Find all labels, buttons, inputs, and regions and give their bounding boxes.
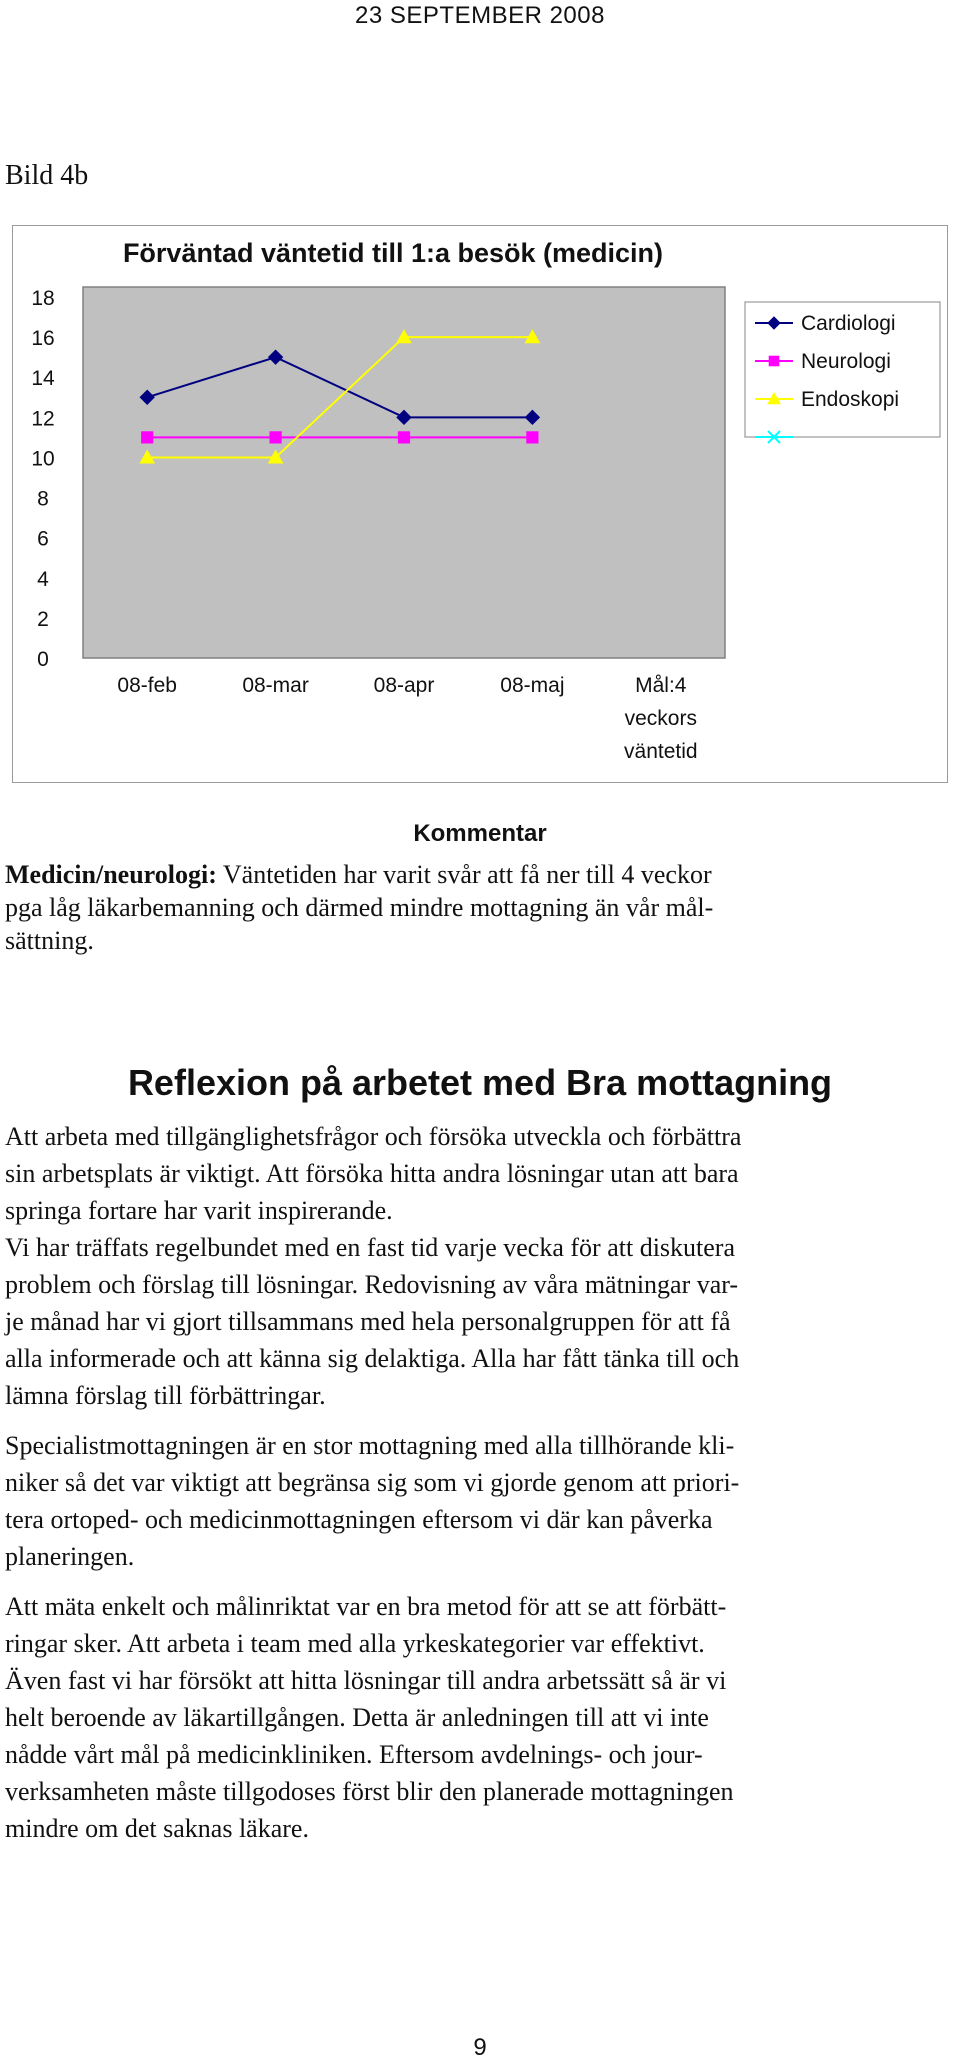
text-line: problem och förslag till lösningar. Redovisning av våra mätningar var-	[5, 1270, 739, 1299]
figure-label: Bild 4b	[5, 160, 89, 191]
y-tick-label: 18	[31, 287, 55, 310]
paragraph	[5, 1118, 955, 1414]
x-tick-label: Mål:4	[635, 674, 687, 697]
section-heading: Reflexion på arbetet med Bra mottagning	[127, 1062, 833, 1103]
page-header-date: 23 SEPTEMBER 2008	[355, 2, 605, 29]
legend-label: Neurologi	[801, 350, 891, 373]
comment-lead: Medicin/neurologi:	[5, 860, 217, 889]
text-line: niker så det var viktigt att begränsa sig som vi gjorde genom att priori-	[5, 1468, 740, 1497]
text-line: Att mäta enkelt och målinriktat var en bra metod för att se att förbätt-	[5, 1592, 727, 1621]
comment-line: sättning.	[5, 926, 94, 955]
legend-label: Endoskopi	[801, 388, 900, 411]
paragraph	[5, 1588, 955, 1847]
text-line: Specialistmottagningen är en stor mottagning med alla tillhörande kli-	[5, 1431, 735, 1460]
text-line: alla informerade och att känna sig delaktiga. Alla har fått tänka till och	[5, 1344, 740, 1373]
text-line: verksamheten måste tillgodoses först blir den planerade mottagningen	[5, 1777, 734, 1806]
text-line: nådde vårt mål på medicinkliniken. Eftersom avdelnings- och jour-	[5, 1740, 703, 1769]
section-body	[5, 1118, 955, 1860]
y-tick-label: 14	[31, 367, 55, 391]
text-line: ringar sker. Att arbeta i team med alla yrkeskategorier var effektivt.	[5, 1629, 705, 1658]
comment-body	[5, 858, 955, 957]
y-tick-label: 4	[37, 567, 49, 591]
x-tick-label: 08-maj	[500, 674, 565, 697]
text-line: tera ortoped- och medicinmottagningen eftersom vi där kan påverka	[5, 1505, 713, 1534]
y-tick-label: 0	[37, 648, 49, 671]
x-tick-label: 08-mar	[242, 674, 309, 697]
comment-line: pga låg läkarbemanning och därmed mindre mottagning än vår mål-	[5, 893, 714, 922]
text-line: planeringen.	[5, 1542, 135, 1571]
text-line: je månad har vi gjort tillsammans med hela personalgruppen för att få	[5, 1307, 731, 1336]
comment-heading: Kommentar	[413, 820, 547, 847]
text-line: helt beroende av läkartillgången. Detta är anledningen till att vi inte	[5, 1703, 709, 1732]
text-line: springa fortare har varit inspirerande.	[5, 1196, 393, 1225]
chart-title: Förväntad väntetid till 1:a besök (medicin)	[122, 238, 664, 268]
y-tick-label: 12	[31, 407, 55, 431]
chart-frame	[12, 225, 948, 783]
y-tick-label: 2	[37, 607, 49, 631]
text-line: lämna förslag till förbättringar.	[5, 1381, 326, 1410]
comment-text: Väntetiden har varit svår att få ner till 4 veckor	[216, 860, 712, 889]
x-tick-label: 08-feb	[117, 674, 177, 697]
x-tick-label: veckors	[624, 707, 697, 730]
y-tick-label: 10	[31, 447, 55, 471]
text-line: sin arbetsplats är viktigt. Att försöka hitta andra lösningar utan att bara	[5, 1159, 739, 1188]
y-tick-label: 8	[37, 487, 49, 511]
paragraph	[5, 1427, 955, 1575]
text-line: Att arbeta med tillgänglighetsfrågor och försöka utveckla och förbättra	[5, 1122, 742, 1151]
legend-marker	[769, 356, 779, 366]
comment-line	[5, 858, 955, 891]
text-line: Även fast vi har försökt att hitta lösningar till andra arbetssätt så är vi	[5, 1666, 727, 1695]
legend-label: Cardiologi	[801, 312, 896, 335]
text-line: mindre om det saknas läkare.	[5, 1814, 309, 1843]
x-tick-label: 08-apr	[373, 674, 435, 697]
y-tick-label: 6	[37, 527, 49, 551]
data-point	[527, 432, 538, 443]
text-line: Vi har träffats regelbundet med en fast tid varje vecka för att diskutera	[5, 1233, 735, 1262]
page-number: 9	[473, 2034, 487, 2061]
data-point	[398, 432, 409, 443]
y-tick-label: 16	[31, 327, 55, 351]
data-point	[270, 432, 281, 443]
data-point	[142, 432, 153, 443]
x-tick-label: väntetid	[624, 740, 698, 763]
line-chart	[13, 226, 947, 782]
